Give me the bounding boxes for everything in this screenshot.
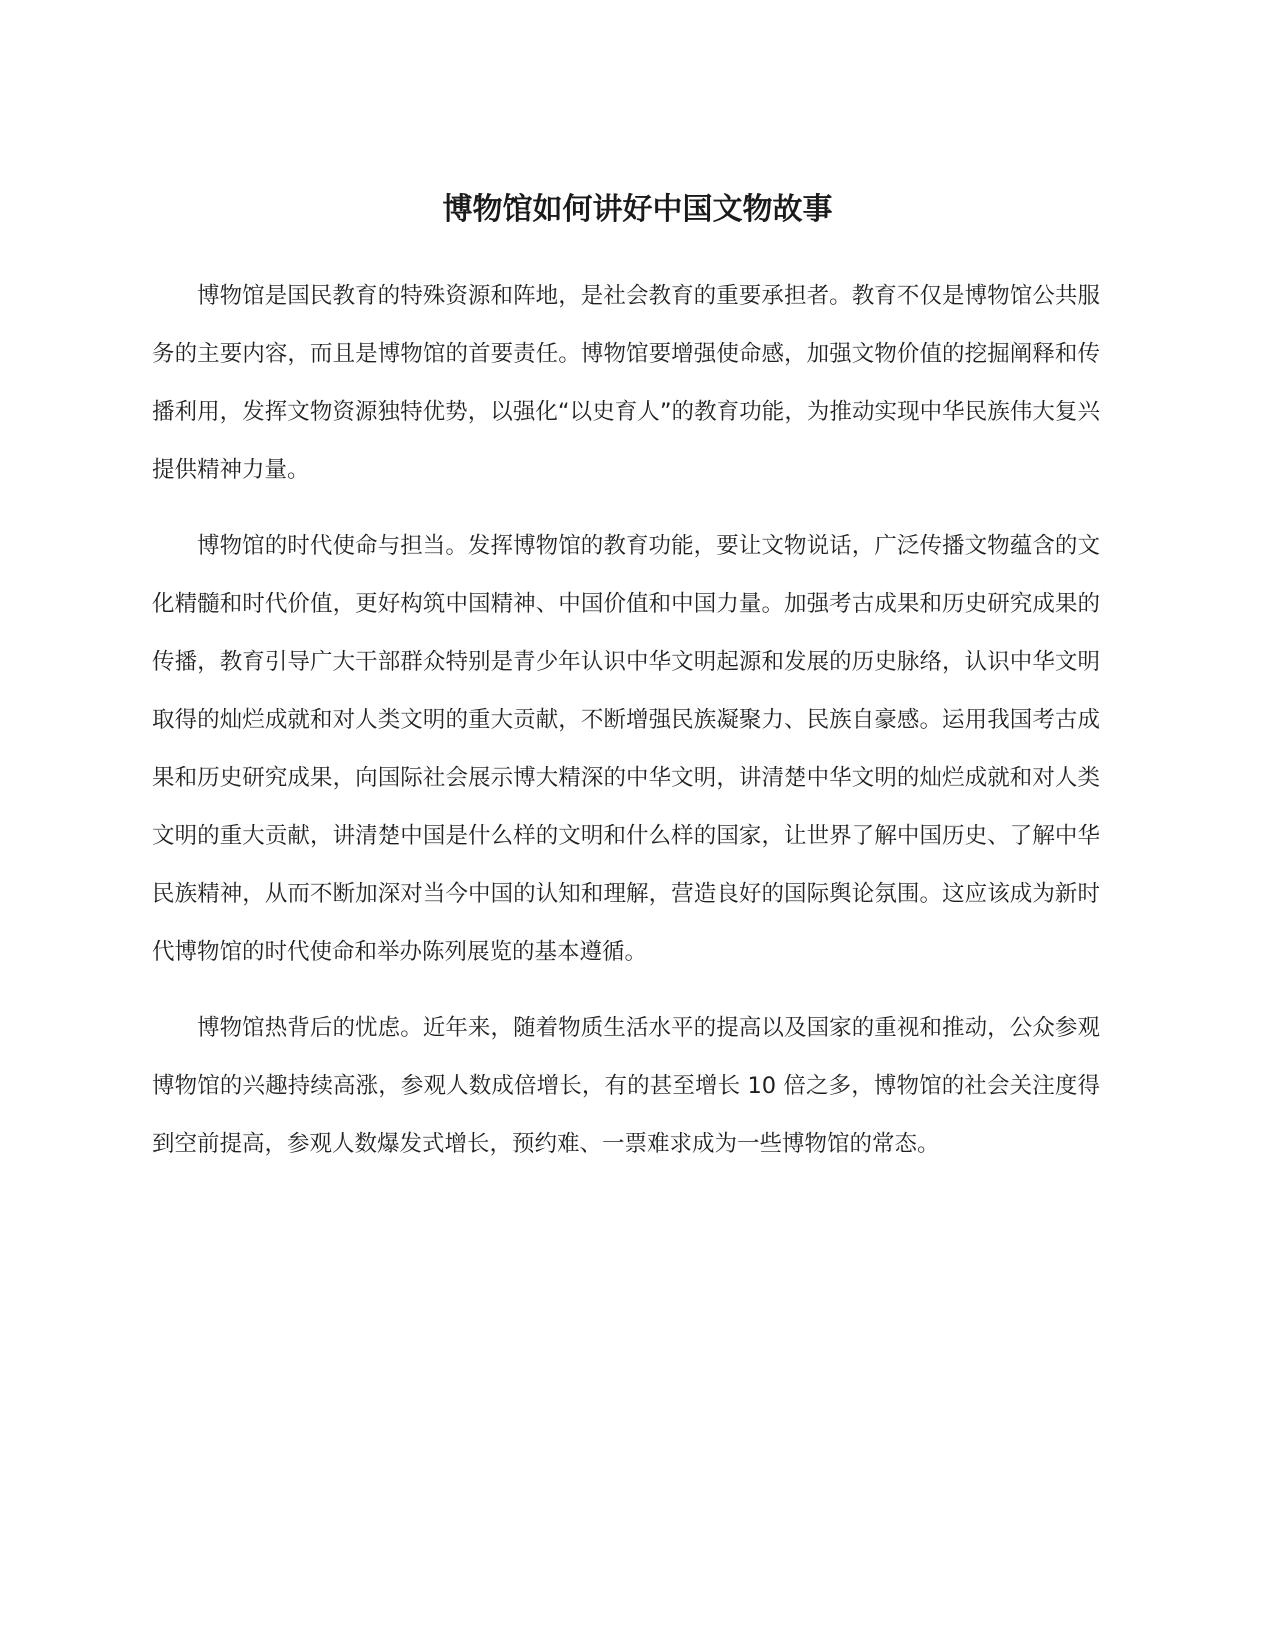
document-body — [152, 267, 1100, 1191]
paragraph-1: 博物馆是国民教育的特殊资源和阵地，是社会教育的重要承担者。教育不仅是博物馆公共服务的主要内容，而且是博物馆的首要责任。博物馆要增强使命感，加强文物价值的挖掘阐释和传播利用，发挥文物资源独特优势，以强化“以史育人”的教育功能，为推动实现中华民族伟大复兴提供精神力量。 — [152, 283, 1100, 483]
paragraph-2: 博物馆的时代使命与担当。发挥博物馆的教育功能，要让文物说话，广泛传播文物蕴含的文化精髓和时代价值，更好构筑中国精神、中国价值和中国力量。加强考古成果和历史研究成果的传播，教育引导广大干部群众特别是青少年认识中华文明起源和发展的历史脉络，认识中华文明取得的灿烂成就和对人类文明的重大贡献，不断增强民族凝聚力、民族自豪感。运用我国考古成果和历史研究成果，向国际社会展示博大精深的中华文明，讲清楚中华文明的灿烂成就和对人类文明的重大贡献，讲清楚中国是什么样的文明和什么样的国家，让世界了解中国历史、了解中华民族精神，从而不断加深对当今中国的认知和理解，营造良好的国际舆论氛围。这应该成为新时代博物馆的时代使命和举办陈列展览的基本遵循。 — [152, 533, 1100, 965]
document-title: 博物馆如何讲好中国文物故事 — [442, 192, 833, 227]
paragraph-3: 博物馆热背后的忧虑。近年来，随着物质生活水平的提高以及国家的重视和推动，公众参观博物馆的兴趣持续高涨，参观人数成倍增长，有的甚至增长 10 倍之多，博物馆的社会关注度得到空前提高，参观人数爆发式增长，预约难、一票难求成为一些博物馆的常态。 — [152, 1015, 1100, 1157]
